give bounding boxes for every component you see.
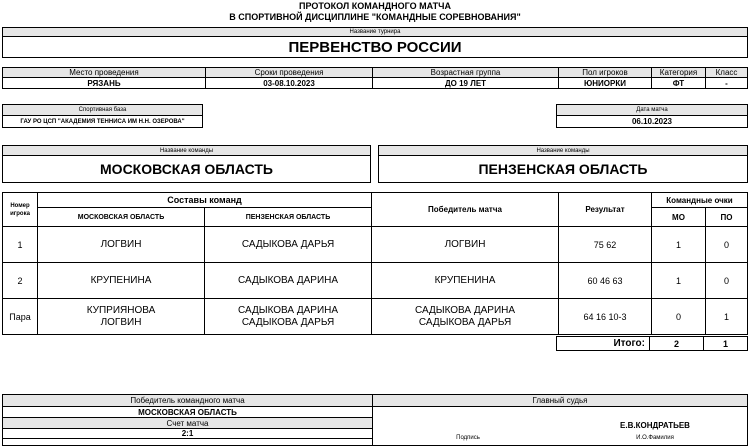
match-date-value: 06.10.2023 [631,117,673,126]
row1-mo: 1 [675,239,681,250]
row3-player1-b: ЛОГВИН [100,316,142,328]
gender-label: Пол игроков [559,68,651,77]
signature-caption: Подпись [456,435,480,441]
team-winner-label: Победитель командного матча [3,395,372,406]
row3-player2-b: САДЫКОВА ДАРЬЯ [241,316,335,328]
row1-player2: САДЫКОВА ДАРЬЯ [241,239,335,250]
team2-label: Название команды [379,146,747,155]
category-value: ФТ [672,78,685,88]
row2-result: 60 46 63 [587,275,623,286]
age-label: Возрастная группа [373,68,558,77]
row3-player2-cell [205,299,371,334]
row3-winner-b: САДЫКОВА ДАРЬЯ [418,316,512,328]
score-label: Счет матча [3,418,372,428]
team1-name: МОСКОВСКАЯ ОБЛАСТЬ [100,161,273,177]
header-team2: ПЕНЗЕНСКАЯ ОБЛАСТЬ [245,213,331,221]
info-row [2,67,748,89]
header-mo: МО [672,212,685,222]
match-date-label: Дата матча [557,105,747,115]
team2-box [378,145,748,183]
total-label: Итого: [613,338,645,349]
row1-number: 1 [17,239,23,250]
class-value: - [725,78,728,88]
tournament-name: ПЕРВЕНСТВО РОССИИ [288,38,462,56]
tournament-label: Название турнира [3,28,747,36]
header-team1: МОСКОВСКАЯ ОБЛАСТЬ [77,213,165,221]
row1-po: 0 [723,239,729,250]
row2-winner: КРУПЕНИНА [434,275,496,286]
judge-label: Главный судья [373,395,747,406]
footer-box [2,394,748,446]
team-winner-value: МОСКОВСКАЯ ОБЛАСТЬ [138,407,237,417]
venue-value: РЯЗАНЬ [87,78,121,88]
venue-label: Место проведения [3,68,205,77]
match-table [2,192,748,335]
row2-player2: САДЫКОВА ДАРИНА [237,275,339,286]
protocol-subtitle: В СПОРТИВНОЙ ДИСЦИПЛИНЕ "КОМАНДНЫЕ СОРЕВНОВАНИЯ" [229,12,521,22]
total-po: 1 [722,338,728,349]
row2-number: 2 [17,275,23,286]
totals-row [556,336,748,351]
judge-name-caption: И.О.Фамилия [636,435,674,441]
row1-result: 75 62 [593,239,617,250]
dates-label: Сроки проведения [206,68,372,77]
score-value: 2:1 [181,429,194,438]
header-po: ПО [720,212,733,222]
row3-number: Пара [9,311,31,322]
class-label: Класс [706,68,747,77]
tournament-box [2,27,748,58]
row3-winner-cell [372,299,558,334]
header-points: Командные очки [666,195,733,205]
row3-player2-a: САДЫКОВА ДАРИНА [237,304,339,316]
header-number: Номер игрока [10,202,30,217]
row2-mo: 1 [675,275,681,286]
row1-player1: ЛОГВИН [100,239,142,250]
age-value: ДО 19 ЛЕТ [444,78,487,88]
team1-box [2,145,371,183]
row3-player1-cell [38,299,204,334]
dates-value: 03-08.10.2023 [263,78,315,88]
header-result: Результат [585,205,625,214]
total-mo: 2 [673,338,679,349]
judge-name: Е.В.КОНДРАТЬЕВ [620,420,690,430]
header-rosters: Составы команд [167,195,242,205]
gender-value: ЮНИОРКИ [584,78,626,88]
team1-label: Название команды [3,146,370,155]
match-date-box [556,104,748,128]
row3-result: 64 16 10-3 [583,311,627,322]
row3-po: 1 [723,311,729,322]
row3-mo: 0 [675,311,681,322]
row2-po: 0 [723,275,729,286]
base-label: Спортивная база [3,105,202,115]
row3-player1-a: КУПРИЯНОВА [86,304,156,316]
row2-player1: КРУПЕНИНА [90,275,152,286]
row1-winner: ЛОГВИН [444,239,486,250]
team2-name: ПЕНЗЕНСКАЯ ОБЛАСТЬ [478,161,648,177]
base-box [2,104,203,128]
protocol-title: ПРОТОКОЛ КОМАНДНОГО МАТЧА [299,1,451,11]
base-value: ГАУ РО ЦСП "АКАДЕМИЯ ТЕННИСА ИМ Н.Н. ОЗЕРОВА" [20,118,185,125]
row3-winner-a: САДЫКОВА ДАРИНА [414,304,516,316]
header-winner: Победитель матча [428,205,502,214]
category-label: Категория [652,68,705,77]
